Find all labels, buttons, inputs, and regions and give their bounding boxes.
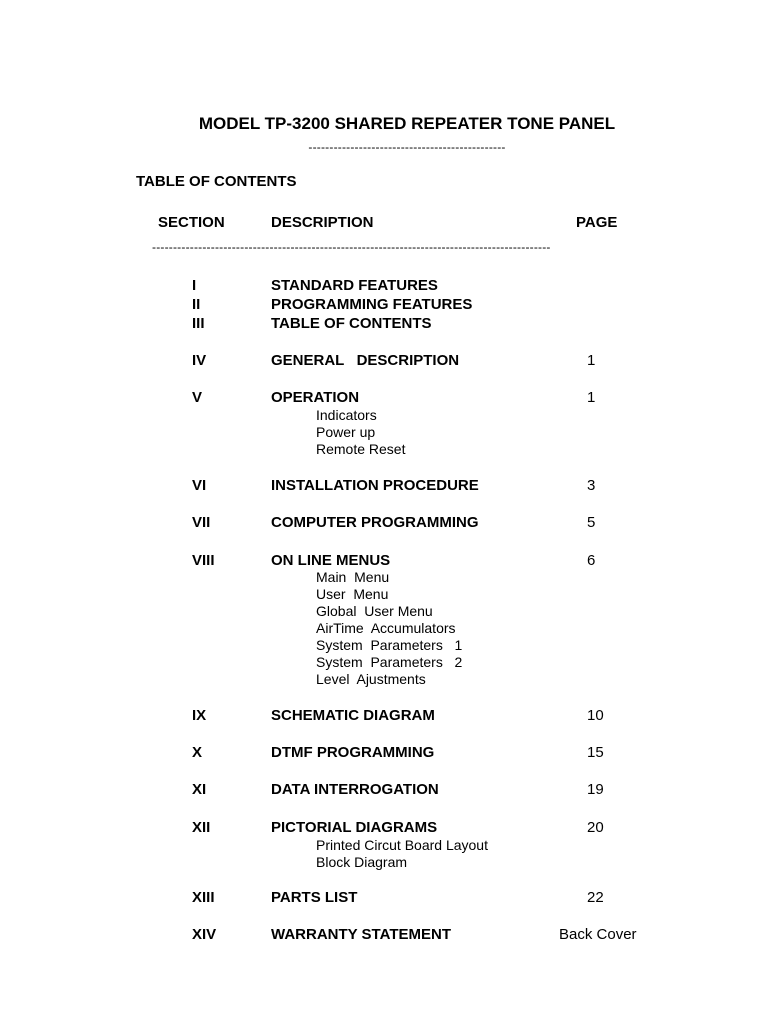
entry-page-number: 15 bbox=[587, 744, 604, 761]
entry-page-number: 1 bbox=[587, 352, 596, 369]
subitem: Main Menu bbox=[316, 569, 390, 585]
entry-description: DTMF PROGRAMMING bbox=[271, 744, 435, 761]
entry-page-number: 22 bbox=[587, 889, 604, 906]
entry-section-number: XIII bbox=[192, 889, 215, 906]
entry-page-number: 6 bbox=[587, 552, 596, 569]
column-header-section: SECTION bbox=[158, 214, 225, 231]
entry-section-number: IV bbox=[192, 352, 207, 369]
entry-description: PARTS LIST bbox=[271, 889, 358, 906]
entry-section-number: VIII bbox=[192, 552, 215, 569]
subitem: Block Diagram bbox=[316, 854, 408, 870]
subitem: Global User Menu bbox=[316, 603, 433, 619]
subitem: Indicators bbox=[316, 407, 377, 423]
entry-section-number: VII bbox=[192, 514, 211, 531]
entry-subitems bbox=[316, 837, 488, 871]
entry-description: GENERAL DESCRIPTION bbox=[271, 352, 460, 369]
entry-section-number: II bbox=[192, 296, 201, 313]
entry-section-number: III bbox=[192, 315, 205, 332]
entry-description: SCHEMATIC DIAGRAM bbox=[271, 707, 435, 724]
entry-subitems bbox=[316, 569, 462, 688]
subitem: Remote Reset bbox=[316, 441, 406, 457]
entry-section-number: V bbox=[192, 389, 203, 406]
entry-page-number: 3 bbox=[587, 477, 596, 494]
entry-description: INSTALLATION PROCEDURE bbox=[271, 477, 479, 494]
subitem: System Parameters 2 bbox=[316, 654, 463, 670]
entry-section-number: XII bbox=[192, 819, 211, 836]
entry-description: ON LINE MENUS bbox=[271, 552, 391, 569]
subitem: AirTime Accumulators bbox=[316, 620, 456, 636]
entry-section-number: XI bbox=[192, 781, 207, 798]
entry-description: PICTORIAL DIAGRAMS bbox=[271, 819, 438, 836]
column-header-description: DESCRIPTION bbox=[271, 214, 374, 231]
subitem: Power up bbox=[316, 424, 376, 440]
entry-page-number: 10 bbox=[587, 707, 604, 724]
entry-page-number: 1 bbox=[587, 389, 596, 406]
entry-page-number: Back Cover bbox=[559, 926, 637, 943]
subitem: Printed Circut Board Layout bbox=[316, 837, 488, 853]
entry-section-number: I bbox=[192, 277, 197, 294]
entry-page-number: 5 bbox=[587, 514, 596, 531]
toc-heading: TABLE OF CONTENTS bbox=[136, 173, 297, 190]
subitem: System Parameters 1 bbox=[316, 637, 463, 653]
document-title: MODEL TP-3200 SHARED REPEATER TONE PANEL bbox=[198, 114, 616, 133]
subitem: Level Ajustments bbox=[316, 671, 426, 687]
entry-section-number: IX bbox=[192, 707, 207, 724]
entry-page-number: 20 bbox=[587, 819, 604, 836]
entry-description: COMPUTER PROGRAMMING bbox=[271, 514, 479, 531]
entry-section-number: XIV bbox=[192, 926, 217, 943]
entry-subitems bbox=[316, 407, 405, 458]
entry-page-number: 19 bbox=[587, 781, 604, 798]
title-underline: ----------------------------------------------- bbox=[308, 140, 506, 154]
entry-section-number: X bbox=[192, 744, 203, 761]
entry-description: DATA INTERROGATION bbox=[271, 781, 439, 798]
entry-section-number: VI bbox=[192, 477, 207, 494]
header-divider: ----------------------------------------------------------------------------------------------- bbox=[152, 240, 551, 254]
entry-description: PROGRAMMING FEATURES bbox=[271, 296, 473, 313]
entry-description: WARRANTY STATEMENT bbox=[271, 926, 451, 943]
entry-description: OPERATION bbox=[271, 389, 360, 406]
subitem: User Menu bbox=[316, 586, 389, 602]
column-header-page: PAGE bbox=[576, 214, 618, 231]
entry-description: STANDARD FEATURES bbox=[271, 277, 438, 294]
entry-description: TABLE OF CONTENTS bbox=[271, 315, 432, 332]
